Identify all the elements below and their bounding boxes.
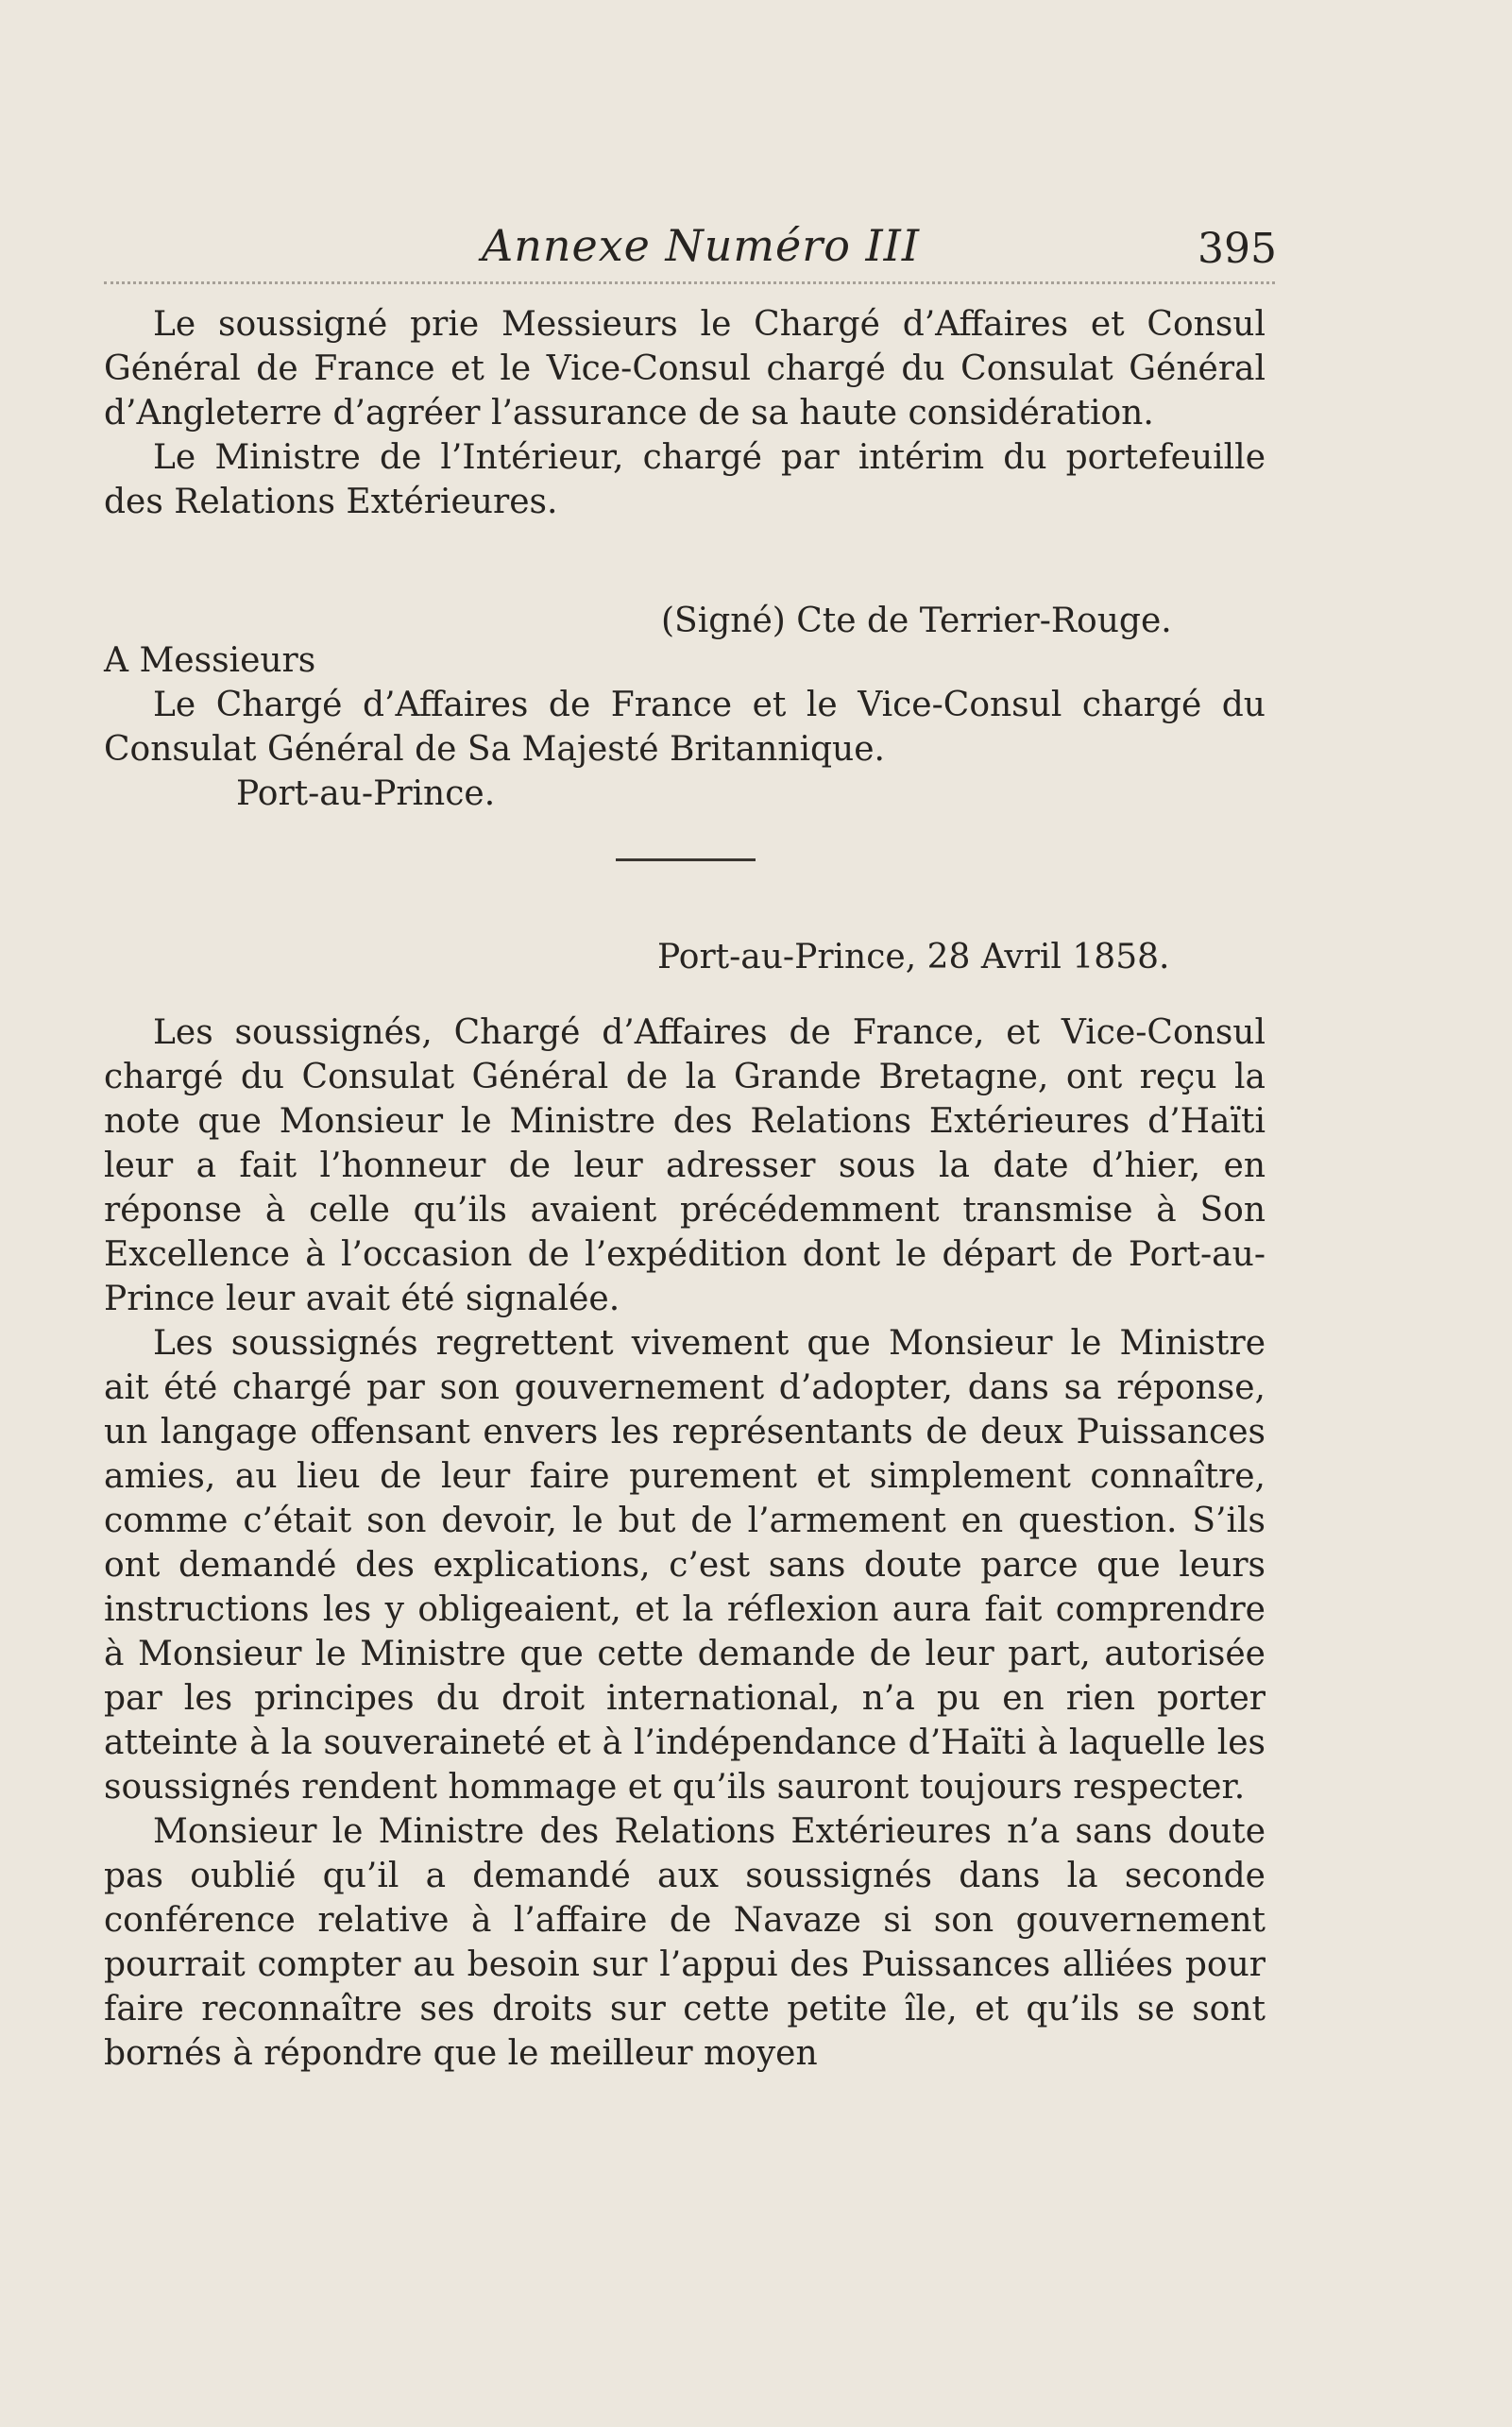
running-header-title: Annexe Numéro III <box>482 220 921 271</box>
address-recipients: Le Chargé d’Affaires de France et le Vice-Consul chargé du Consulat Général de Sa Majesté Britannique. <box>104 686 1266 769</box>
paragraph: Le Ministre de l’Intérieur, chargé par intérim du portefeuille des Relations Extérieures. <box>104 438 1266 521</box>
signature-line: (Signé) Cte de Terrier-Rouge. <box>661 602 1172 640</box>
page-number: 395 <box>1198 225 1277 273</box>
section-divider <box>616 858 756 861</box>
header-rule <box>104 281 1275 284</box>
paragraph: Le soussigné prie Messieurs le Chargé d’Affaires et Consul Général de France et le Vice-Consul chargé du Consulat Général d’Angleterre d’agréer l’assurance de sa haute considération. <box>104 305 1266 433</box>
address-salutation: A Messieurs <box>104 641 316 680</box>
letter-one-body <box>104 302 1266 524</box>
dateline: Port-au-Prince, 28 Avril 1858. <box>657 938 1170 976</box>
letter-two-body <box>104 1010 1266 2076</box>
address-city: Port-au-Prince. <box>236 774 496 813</box>
paragraph: Monsieur le Ministre des Relations Extérieures n’a sans doute pas oublié qu’il a demandé aux soussignés dans la seconde conférence relative à l’affaire de Navaze si son gouvernement pourrait compter au besoin sur l’appui des Puissances alliées pour faire reconnaître ses droits sur cette petite île, et qu’ils se sont bornés à répondre que le meilleur moyen <box>104 1812 1266 2073</box>
paragraph: Les soussignés regrettent vivement que Monsieur le Ministre ait été chargé par son gouvernement d’adopter, dans sa réponse, un langage offensant envers les représentants de deux Puissances amies, au lieu de leur faire purement et simplement connaître, comme c’était son devoir, le but de l’armement en question. S’ils ont demandé des explications, c’est sans doute parce que leurs instructions les y obligeaient, et la réflexion aura fait comprendre à Monsieur le Ministre que cette demande de leur part, autorisée par les principes du droit international, n’a pu en rien porter atteinte à la souveraineté et à l’indépendance d’Haïti à laquelle les soussignés rendent hommage et qu’ils sauront toujours respecter. <box>104 1324 1266 1807</box>
address-block <box>104 638 1266 816</box>
paragraph: Les soussignés, Chargé d’Affaires de France, et Vice-Consul chargé du Consulat Général de la Grande Bretagne, ont reçu la note que Monsieur le Ministre des Relations Extérieures d’Haïti leur a fait l’honneur de leur adresser sous la date d’hier, en réponse à celle qu’ils avaient précédemment transmise à Son Excellence à l’occasion de l’expédition dont le départ de Port-au-Prince leur avait été signalée. <box>104 1013 1266 1318</box>
